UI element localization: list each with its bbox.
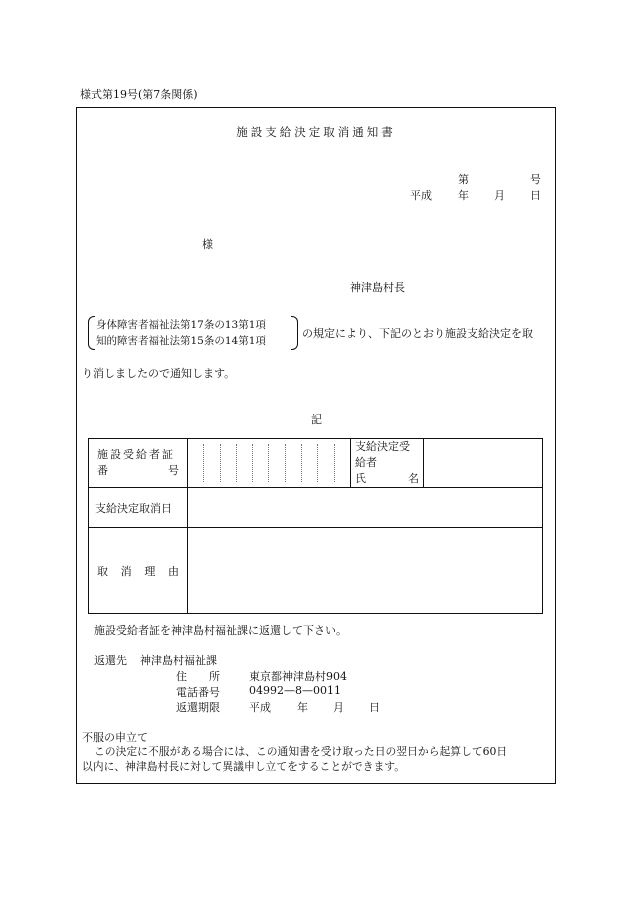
reason-char-2: 消: [120, 564, 132, 578]
document-title: 施設支給決定取消通知書: [236, 125, 396, 139]
appeal-line-1: この決定に不服がある場合には、この通知書を受け取った日の翌日から起算して60日: [94, 745, 508, 758]
appeal-heading: 不服の申立て: [82, 731, 148, 744]
cancel-date-input[interactable]: [188, 488, 543, 528]
recipient-label-shi: 氏: [355, 472, 366, 485]
brace-right: [291, 316, 298, 350]
cert-number-input[interactable]: [188, 439, 351, 488]
return-note: 施設受給者証を神津島村福祉課に返還して下さい。: [94, 624, 347, 637]
form-number-label: 様式第19号(第7条関係): [80, 88, 198, 101]
reason-label-cell: [89, 528, 188, 614]
number-go: 号: [530, 173, 541, 186]
reason-input[interactable]: [188, 528, 543, 614]
recipient-name-input[interactable]: [424, 439, 543, 488]
date-day: 日: [530, 189, 541, 202]
deadline-era: 平成: [249, 701, 271, 714]
phone-label: 電話番号: [176, 686, 220, 699]
addressee-suffix: 様: [202, 238, 213, 251]
deadline-day: 日: [369, 701, 380, 714]
address-label: 住 所: [176, 670, 220, 683]
date-year: 年: [458, 189, 469, 202]
brace-left: [88, 316, 95, 350]
cert-label-go: 号: [168, 464, 179, 477]
phone-value: 04992—8—0011: [249, 684, 341, 697]
address-value: 東京都神津島村904: [249, 670, 347, 683]
return-to-label: 返還先: [94, 654, 127, 667]
cancel-date-label-cell: [89, 488, 188, 528]
reason-char-1: 取: [97, 564, 108, 578]
deadline-month: 月: [333, 701, 344, 714]
cert-number-digit-boxes: [188, 444, 350, 482]
reason-char-3: 理: [144, 564, 156, 578]
body-line-1: の規定により、下記のとおり施設支給決定を取: [302, 327, 533, 340]
appeal-line-2: 以内に、神津島村長に対して異議申し立てをすることができます。: [82, 760, 406, 773]
law-ref-2: 知的障害者福祉法第15条の14第1項: [96, 335, 266, 347]
cert-number-label-cell: [89, 439, 188, 488]
date-era: 平成: [410, 189, 432, 202]
number-dai: 第: [458, 173, 469, 186]
date-month: 月: [494, 189, 505, 202]
ki-heading: 記: [311, 413, 322, 426]
record-table: [88, 438, 543, 614]
law-reference-brace: [88, 316, 298, 350]
cancel-date-label: 支給決定取消日: [95, 501, 172, 515]
body-line-2: り消しましたので通知します。: [82, 367, 236, 380]
deadline-label: 返還期限: [176, 701, 220, 714]
cert-label-1: 施設受給者証: [97, 448, 175, 461]
reason-char-4: 由: [167, 564, 179, 578]
deadline-year: 年: [297, 701, 308, 714]
recipient-label-mei: 名: [408, 472, 419, 485]
issuer-name: 神津島村長: [350, 281, 405, 294]
cert-label-ban: 番: [97, 464, 108, 477]
recipient-label-1: 支給決定受給者: [355, 440, 410, 469]
recipient-label-cell: [351, 439, 424, 488]
law-ref-1: 身体障害者福祉法第17条の13第1項: [96, 319, 266, 331]
return-to-dept: 神津島村福祉課: [140, 654, 217, 667]
